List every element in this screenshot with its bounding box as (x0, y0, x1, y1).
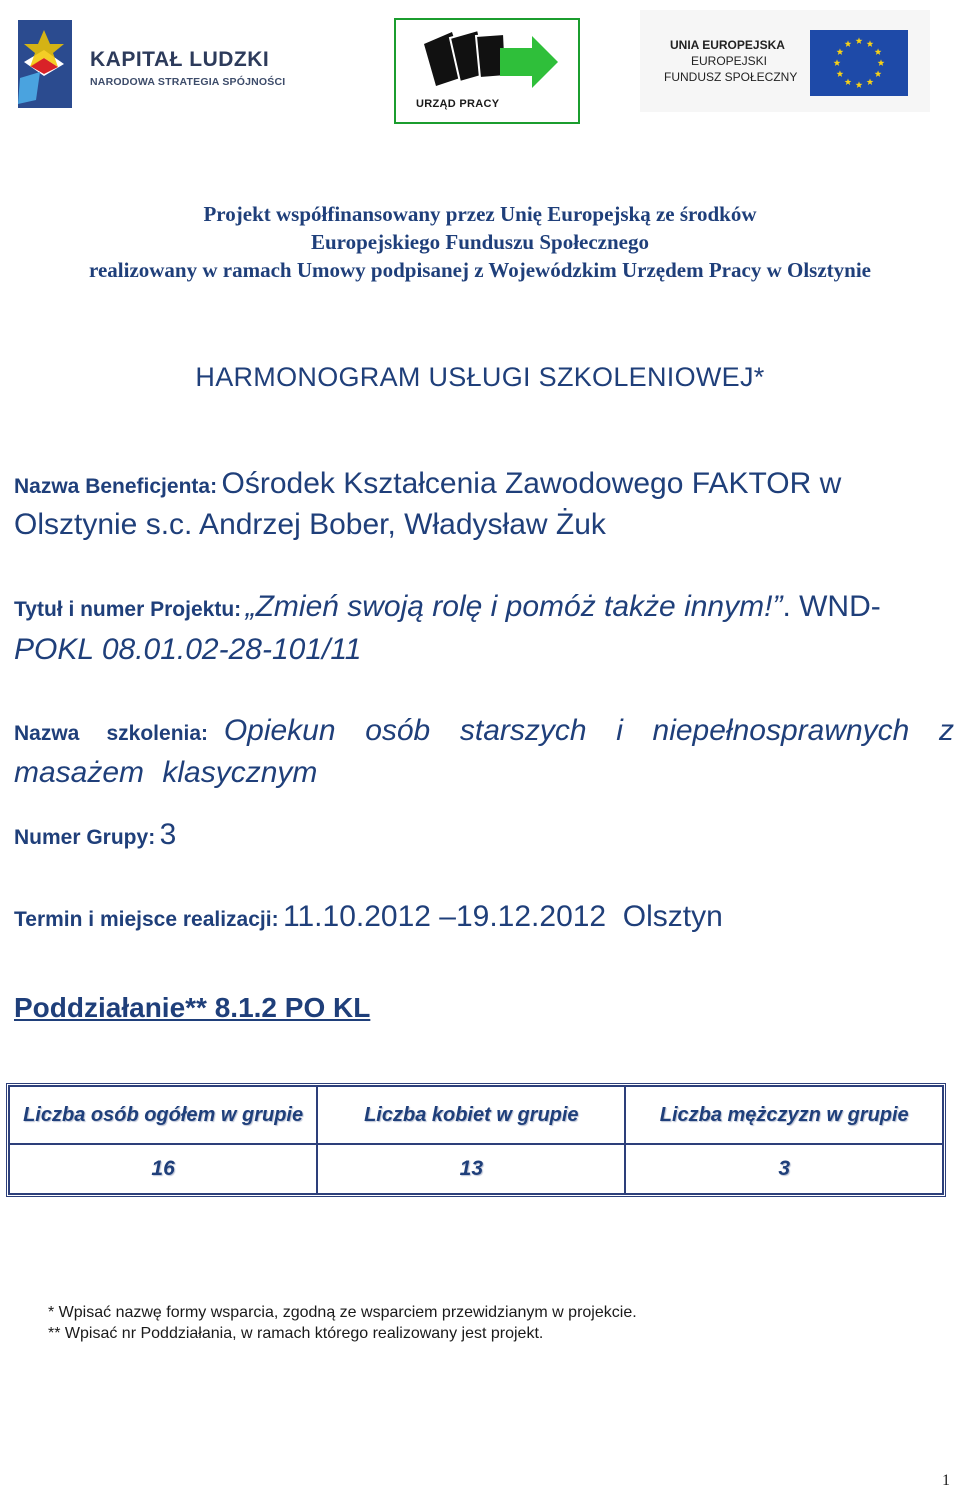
document-title: HARMONOGRAM USŁUGI SZKOLENIOWEJ* (195, 362, 765, 392)
unia-fundusz-line: FUNDUSZ SPOŁECZNY (664, 70, 798, 84)
szkolenie-label: Nazwa szkolenia: (14, 722, 209, 745)
value-men: 3 (625, 1144, 943, 1194)
termin-row (14, 900, 954, 934)
beneficjent-label: Nazwa Beneficjenta: (14, 475, 218, 498)
project-header (0, 200, 960, 284)
footnotes (48, 1302, 637, 1344)
urzad-pracy-text: URZĄD PRACY (416, 98, 500, 110)
kapital-ludzki-subtitle: NARODOWA STRATEGIA SPÓJNOŚCI (90, 76, 286, 88)
header-line-2: Europejskiego Funduszu Społecznego (311, 230, 649, 254)
projekt-label: Tytuł i numer Projektu: (14, 598, 242, 621)
urzad-pracy-emblem-icon (406, 24, 566, 100)
unia-europejski-line: EUROPEJSKI (691, 54, 768, 68)
table-row (9, 1144, 943, 1194)
value-women: 13 (317, 1144, 625, 1194)
termin-label: Termin i miejsce realizacji: (14, 908, 279, 931)
beneficjent-row (14, 466, 954, 548)
header-line-1: Projekt współfinansowany przez Unię Europejską ze środków (203, 202, 757, 226)
kapital-ludzki-title: KAPITAŁ LUDZKI (90, 48, 270, 71)
grupa-label: Numer Grupy: (14, 826, 156, 849)
table-header-row (9, 1086, 943, 1144)
header-total: Liczba osób ogółem w grupie (9, 1086, 317, 1144)
unia-europejska-logo (640, 10, 930, 112)
kapital-ludzki-emblem-icon (14, 20, 76, 108)
eu-flag-icon (810, 30, 908, 96)
header-line-3: realizowany w ramach Umowy podpisanej z Wojewódzkim Urzędem Pracy w Olsztynie (89, 258, 871, 282)
projekt-wnd-prefix: . WND- (782, 590, 881, 623)
urzad-pracy-logo (394, 18, 580, 124)
grupa-value: 3 (159, 818, 177, 851)
participants-table (6, 1083, 946, 1197)
termin-value: 11.10.2012 –19.12.2012 Olsztyn (283, 900, 723, 933)
value-total: 16 (9, 1144, 317, 1194)
header-men: Liczba mężczyzn w grupie (625, 1086, 943, 1144)
kapital-ludzki-logo (10, 18, 290, 110)
footnote-2: ** Wpisać nr Poddziałania, w ramach którego realizowany jest projekt. (48, 1325, 544, 1342)
footnote-1: * Wpisać nazwę formy wsparcia, zgodną ze wsparciem przewidzianym w projekcie. (48, 1304, 637, 1321)
projekt-row (14, 588, 954, 674)
projekt-number: POKL 08.01.02-28-101/11 (14, 633, 362, 666)
logo-bar (0, 0, 960, 140)
grupa-row (14, 818, 954, 852)
projekt-title: „Zmień swoją rolę i pomóż także innym!” (245, 590, 783, 623)
szkolenie-value: Opiekun osób starszych i niepełnosprawnych z masażem klasycznym (14, 714, 954, 789)
poddzialanie-heading: Poddziałanie** 8.1.2 PO KL (14, 992, 371, 1023)
beneficjent-value: Ośrodek Kształcenia Zawodowego FAKTOR w Olsztynie s.c. Andrzej Bober, Władysław Żuk (14, 467, 842, 541)
szkolenie-row (14, 712, 954, 796)
header-women: Liczba kobiet w grupie (317, 1086, 625, 1144)
unia-europejska-title: UNIA EUROPEJSKA (670, 38, 785, 52)
page-number: 1 (942, 1472, 950, 1489)
